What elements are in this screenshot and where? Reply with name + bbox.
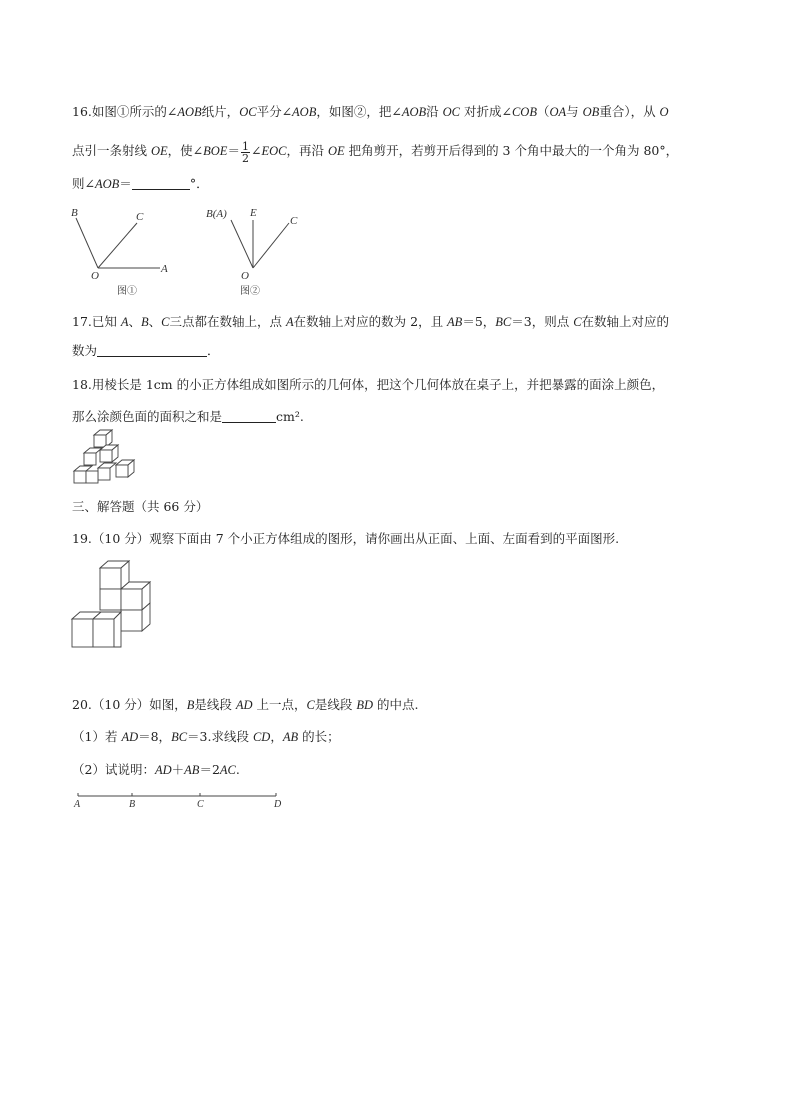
q19-line-1: 19.（10 分）观察下面由 7 个小正方体组成的图形，请你画出从正面、上面、左面看到的平面图形. <box>72 531 620 546</box>
cube-18-top <box>94 430 112 447</box>
q18-line-1: 18.用棱长是 1cm 的小正方体组成如图所示的几何体，把这个几何体放在桌子上，并把暴露的面涂上颜色， <box>72 377 665 392</box>
ray-ob-a <box>231 220 253 268</box>
label-b-a: B(A) <box>206 208 227 220</box>
ray-oc <box>98 223 137 268</box>
cube-stack-figure-18 <box>72 429 144 493</box>
q20-part-2: （2）试说明：AD＋AB＝2AC. <box>72 762 240 777</box>
q20-part-1: （1）若 AD＝8，BC＝3.求线段 CD，AB 的长； <box>72 729 340 744</box>
answer-blank-18[interactable] <box>222 410 276 423</box>
q17-line-2: 数为 ． <box>72 343 220 358</box>
figure-1-caption: 图① <box>117 286 137 297</box>
segment-figure-20 <box>70 790 290 814</box>
seg-label-b: B <box>129 799 136 810</box>
label-e: E <box>250 207 257 219</box>
ray-ob <box>76 218 98 268</box>
section-3-title: 三、解答题（共 66 分） <box>72 499 209 514</box>
cube-18-front-mid <box>98 463 116 480</box>
cube-19-mid-right <box>121 582 150 610</box>
label-o: O <box>91 270 99 282</box>
figure-2-caption: 图② <box>240 286 260 297</box>
cube-19-mid-left <box>100 589 121 610</box>
cube-18-front-right <box>116 460 134 477</box>
cube-18-mid-front <box>84 448 102 465</box>
cube-18-mid-back <box>100 445 118 462</box>
q16-line-1: 16.如图①所示的∠AOB纸片，OC平分∠AOB，如图②，把∠AOB沿 OC 对折成∠COB（OA与 OB重合），从 O <box>72 104 669 119</box>
seg-label-a: A <box>74 799 81 810</box>
cube-19-top <box>100 561 129 589</box>
figure-1-angle <box>64 203 184 298</box>
label-o-2: O <box>241 270 249 282</box>
label-c-2: C <box>290 215 298 227</box>
q17-line-1: 17.已知 A、B、C三点都在数轴上，点 A在数轴上对应的数为 2，且 AB＝5，BC＝3，则点 C在数轴上对应的 <box>72 314 670 329</box>
q18-line-2: 那么涂颜色面的面积之和是 cm². <box>72 409 304 424</box>
q16-line-2: 点引一条射线 OE，使∠BOE＝ $\frac{1}{2}$ ∠EOC，再沿 OE 把角剪开，若剪开后得到的 3 个角中最大的一个角为 80°， <box>72 140 679 165</box>
answer-blank-17[interactable] <box>97 344 207 357</box>
cube-stack-figure-19 <box>72 560 156 650</box>
ray-oc-2 <box>253 223 289 268</box>
q16-line-3: 则∠AOB＝ °． <box>72 176 209 191</box>
fraction-one-half: $\frac{1}{2}$ <box>241 140 249 165</box>
label-a: A <box>161 263 168 275</box>
label-b: B <box>71 207 78 219</box>
cube-18-front-left <box>74 466 98 483</box>
label-c: C <box>136 211 144 223</box>
seg-label-c: C <box>197 799 204 810</box>
q20-line-1: 20.（10 分）如图，B是线段 AD 上一点，C是线段 BD 的中点. <box>72 697 419 712</box>
answer-blank-16[interactable] <box>132 177 190 190</box>
seg-label-d: D <box>274 799 282 810</box>
figure-2-angle <box>200 203 320 298</box>
